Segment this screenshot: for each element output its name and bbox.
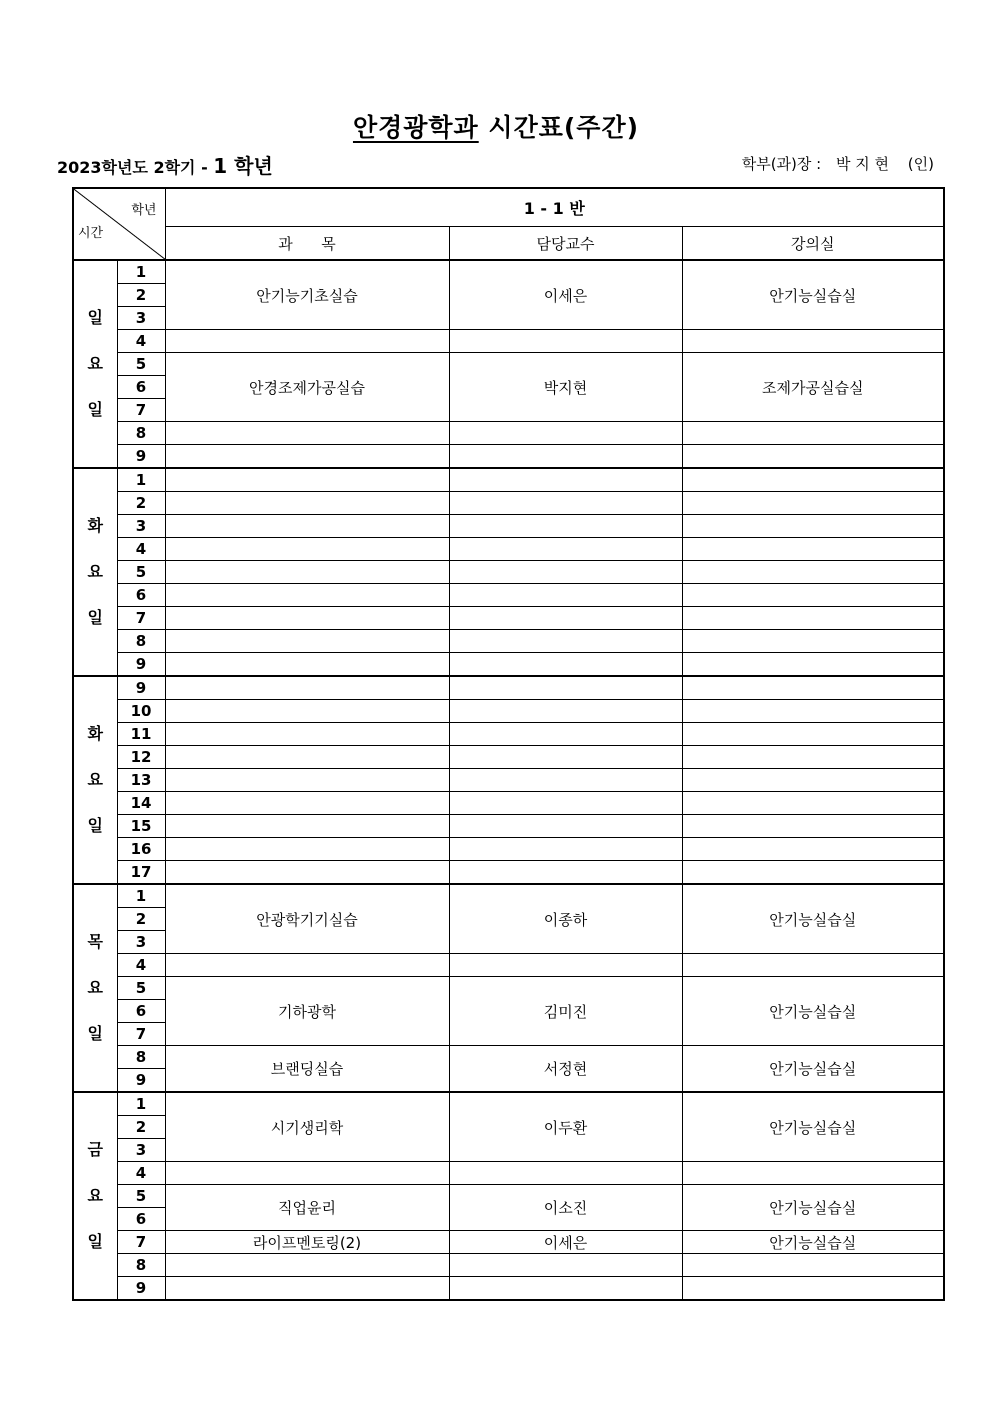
- room-cell: [682, 746, 944, 769]
- corner-cell: [73, 188, 165, 260]
- subject-cell: [165, 607, 449, 630]
- room-cell: 안기능실습실: [682, 884, 944, 954]
- room-cell: [682, 515, 944, 538]
- subject-cell: [165, 723, 449, 746]
- table-row: [73, 954, 944, 977]
- room-cell: [682, 676, 944, 700]
- class-label: 1 - 1 반: [165, 188, 944, 227]
- period-number: 1: [117, 468, 165, 492]
- table-row: [73, 723, 944, 746]
- day-label-char: 일: [87, 1232, 103, 1251]
- subject-cell: [165, 792, 449, 815]
- table-row: [73, 330, 944, 353]
- room-cell: 안기능실습실: [682, 260, 944, 330]
- subject-cell: [165, 1254, 449, 1277]
- subject-cell: [165, 584, 449, 607]
- table-row: [73, 700, 944, 723]
- period-number: 6: [117, 1000, 165, 1023]
- period-number: 15: [117, 815, 165, 838]
- corner-time-label: 시간: [78, 226, 104, 241]
- day-label-char: 요: [87, 978, 103, 997]
- period-number: 5: [117, 1185, 165, 1208]
- table-row: [73, 792, 944, 815]
- subject-cell: [165, 630, 449, 653]
- subject-cell: 시기생리학: [165, 1092, 449, 1162]
- subject-cell: [165, 700, 449, 723]
- period-number: 5: [117, 977, 165, 1000]
- subject-cell: [165, 422, 449, 445]
- professor-cell: [449, 330, 682, 353]
- table-row: [73, 746, 944, 769]
- professor-cell: [449, 607, 682, 630]
- professor-cell: 김미진: [449, 977, 682, 1046]
- room-cell: [682, 815, 944, 838]
- room-cell: [682, 838, 944, 861]
- subject-cell: [165, 769, 449, 792]
- day-label-char: 화: [87, 516, 103, 535]
- table-row: [73, 492, 944, 515]
- room-cell: [682, 492, 944, 515]
- timetable: [72, 187, 945, 1301]
- room-cell: 조제가공실습실: [682, 353, 944, 422]
- table-row: [73, 353, 944, 376]
- day-label-char: 금: [87, 1140, 103, 1159]
- period-number: 12: [117, 746, 165, 769]
- room-cell: [682, 445, 944, 469]
- table-row: [73, 468, 944, 492]
- subject-cell: [165, 676, 449, 700]
- professor-cell: [449, 1277, 682, 1301]
- day-label-char: 일: [87, 308, 103, 327]
- day-label-char: 일: [87, 608, 103, 627]
- day-label: [73, 676, 117, 884]
- page-title: [0, 108, 992, 144]
- period-number: 4: [117, 954, 165, 977]
- period-number: 4: [117, 330, 165, 353]
- subject-cell: [165, 1277, 449, 1301]
- room-cell: 안기능실습실: [682, 1046, 944, 1093]
- subject-cell: [165, 815, 449, 838]
- period-number: 4: [117, 538, 165, 561]
- table-row: [73, 1254, 944, 1277]
- period-number: 11: [117, 723, 165, 746]
- table-row: [73, 769, 944, 792]
- period-number: 2: [117, 1116, 165, 1139]
- professor-cell: [449, 792, 682, 815]
- period-number: 2: [117, 284, 165, 307]
- table-row: [73, 422, 944, 445]
- professor-cell: [449, 954, 682, 977]
- period-number: 8: [117, 1254, 165, 1277]
- room-cell: [682, 607, 944, 630]
- day-label-char: 요: [87, 562, 103, 581]
- room-cell: [682, 468, 944, 492]
- room-cell: [682, 538, 944, 561]
- subject-cell: [165, 838, 449, 861]
- professor-cell: 이종하: [449, 884, 682, 954]
- day-label-char: 요: [87, 354, 103, 373]
- room-cell: [682, 792, 944, 815]
- table-row: [73, 630, 944, 653]
- table-row: [73, 977, 944, 1000]
- table-row: [73, 1092, 944, 1116]
- day-label-char: 일: [87, 1024, 103, 1043]
- period-number: 3: [117, 1139, 165, 1162]
- professor-cell: [449, 815, 682, 838]
- room-cell: [682, 954, 944, 977]
- room-cell: [682, 1162, 944, 1185]
- room-cell: [682, 653, 944, 677]
- professor-cell: [449, 445, 682, 469]
- period-number: 13: [117, 769, 165, 792]
- room-cell: [682, 630, 944, 653]
- professor-cell: [449, 653, 682, 677]
- subject-cell: [165, 445, 449, 469]
- period-number: 6: [117, 584, 165, 607]
- subject-cell: [165, 561, 449, 584]
- day-label-char: 일: [87, 400, 103, 419]
- day-label-char: 요: [87, 1186, 103, 1205]
- professor-cell: [449, 746, 682, 769]
- professor-cell: 이두환: [449, 1092, 682, 1162]
- table-row: [73, 1277, 944, 1301]
- table-row: [73, 676, 944, 700]
- table-row: [73, 1185, 944, 1208]
- professor-cell: [449, 723, 682, 746]
- period-number: 7: [117, 1231, 165, 1254]
- period-number: 6: [117, 1208, 165, 1231]
- room-cell: [682, 561, 944, 584]
- period-number: 1: [117, 1092, 165, 1116]
- grade-label: 1 학년: [213, 154, 273, 178]
- professor-cell: [449, 538, 682, 561]
- professor-cell: [449, 422, 682, 445]
- day-label-char: 목: [87, 932, 103, 951]
- period-number: 5: [117, 353, 165, 376]
- subject-cell: [165, 468, 449, 492]
- period-number: 2: [117, 908, 165, 931]
- head-seal: (인): [907, 155, 934, 173]
- table-row: [73, 561, 944, 584]
- subject-cell: [165, 515, 449, 538]
- table-row: [73, 838, 944, 861]
- professor-cell: [449, 1254, 682, 1277]
- professor-cell: 박지현: [449, 353, 682, 422]
- subject-cell: [165, 746, 449, 769]
- table-row: [73, 861, 944, 885]
- subject-cell: 안기능기초실습: [165, 260, 449, 330]
- professor-cell: [449, 630, 682, 653]
- room-cell: [682, 1254, 944, 1277]
- day-label: [73, 468, 117, 676]
- period-number: 2: [117, 492, 165, 515]
- corner-grade-label: 학년: [131, 203, 157, 218]
- subject-cell: [165, 1162, 449, 1185]
- subject-cell: [165, 492, 449, 515]
- header-row-columns: [73, 227, 944, 261]
- day-label: [73, 260, 117, 468]
- professor-cell: [449, 676, 682, 700]
- subject-cell: [165, 954, 449, 977]
- period-number: 7: [117, 1023, 165, 1046]
- period-number: 7: [117, 399, 165, 422]
- period-number: 10: [117, 700, 165, 723]
- period-number: 3: [117, 931, 165, 954]
- professor-cell: 이세은: [449, 1231, 682, 1254]
- table-row: [73, 815, 944, 838]
- room-cell: [682, 330, 944, 353]
- period-number: 3: [117, 515, 165, 538]
- period-number: 6: [117, 376, 165, 399]
- table-row: [73, 260, 944, 284]
- room-cell: [682, 700, 944, 723]
- period-number: 4: [117, 1162, 165, 1185]
- day-label-char: 화: [87, 724, 103, 743]
- period-number: 8: [117, 630, 165, 653]
- professor-cell: [449, 515, 682, 538]
- table-row: [73, 884, 944, 908]
- table-row: [73, 538, 944, 561]
- period-number: 14: [117, 792, 165, 815]
- column-header-subject: 과 목: [165, 227, 449, 261]
- column-header-professor: 담당교수: [449, 227, 682, 261]
- room-cell: 안기능실습실: [682, 1092, 944, 1162]
- table-row: [73, 515, 944, 538]
- period-number: 8: [117, 422, 165, 445]
- professor-cell: [449, 584, 682, 607]
- table-row: [73, 607, 944, 630]
- room-cell: 안기능실습실: [682, 1231, 944, 1254]
- semester-year: 2023학년도 2학기 -: [57, 158, 214, 177]
- subject-cell: 브랜딩실습: [165, 1046, 449, 1093]
- professor-cell: [449, 700, 682, 723]
- subject-cell: [165, 861, 449, 885]
- table-row: [73, 584, 944, 607]
- professor-cell: [449, 769, 682, 792]
- day-label: [73, 1092, 117, 1300]
- subject-cell: 직업윤리: [165, 1185, 449, 1231]
- day-label-char: 일: [87, 816, 103, 835]
- period-number: 1: [117, 260, 165, 284]
- subject-cell: 안경조제가공실습: [165, 353, 449, 422]
- professor-cell: [449, 1162, 682, 1185]
- professor-cell: 이세은: [449, 260, 682, 330]
- room-cell: 안기능실습실: [682, 1185, 944, 1231]
- subject-cell: [165, 538, 449, 561]
- title-department: 안경광학과: [352, 113, 479, 142]
- subject-cell: 기하광학: [165, 977, 449, 1046]
- room-cell: [682, 861, 944, 885]
- period-number: 3: [117, 307, 165, 330]
- period-number: 9: [117, 1277, 165, 1301]
- title-rest: 시간표(주간): [478, 113, 640, 142]
- professor-cell: [449, 468, 682, 492]
- period-number: 9: [117, 1069, 165, 1093]
- professor-cell: 이소진: [449, 1185, 682, 1231]
- period-number: 9: [117, 445, 165, 469]
- professor-cell: [449, 861, 682, 885]
- period-number: 8: [117, 1046, 165, 1069]
- room-cell: [682, 584, 944, 607]
- day-label: [73, 884, 117, 1092]
- room-cell: [682, 422, 944, 445]
- room-cell: [682, 723, 944, 746]
- room-cell: [682, 769, 944, 792]
- room-cell: 안기능실습실: [682, 977, 944, 1046]
- table-row: [73, 653, 944, 677]
- table-row: [73, 1162, 944, 1185]
- semester-info: [57, 150, 273, 179]
- period-number: 5: [117, 561, 165, 584]
- period-number: 17: [117, 861, 165, 885]
- room-cell: [682, 1277, 944, 1301]
- head-role: 학부(과)장 :: [741, 155, 822, 173]
- period-number: 16: [117, 838, 165, 861]
- professor-cell: [449, 838, 682, 861]
- header-row-class: [73, 188, 944, 227]
- table-row: [73, 445, 944, 469]
- professor-cell: 서정현: [449, 1046, 682, 1093]
- period-number: 1: [117, 884, 165, 908]
- period-number: 7: [117, 607, 165, 630]
- table-row: [73, 1231, 944, 1254]
- period-number: 9: [117, 653, 165, 677]
- professor-cell: [449, 492, 682, 515]
- head-name: 박 지 현: [836, 155, 890, 173]
- table-row: [73, 1046, 944, 1069]
- subject-cell: [165, 653, 449, 677]
- subject-cell: 라이프멘토링(2): [165, 1231, 449, 1254]
- department-head: [736, 153, 934, 174]
- subject-cell: [165, 330, 449, 353]
- professor-cell: [449, 561, 682, 584]
- subject-cell: 안광학기기실습: [165, 884, 449, 954]
- column-header-room: 강의실: [682, 227, 944, 261]
- day-label-char: 요: [87, 770, 103, 789]
- period-number: 9: [117, 676, 165, 700]
